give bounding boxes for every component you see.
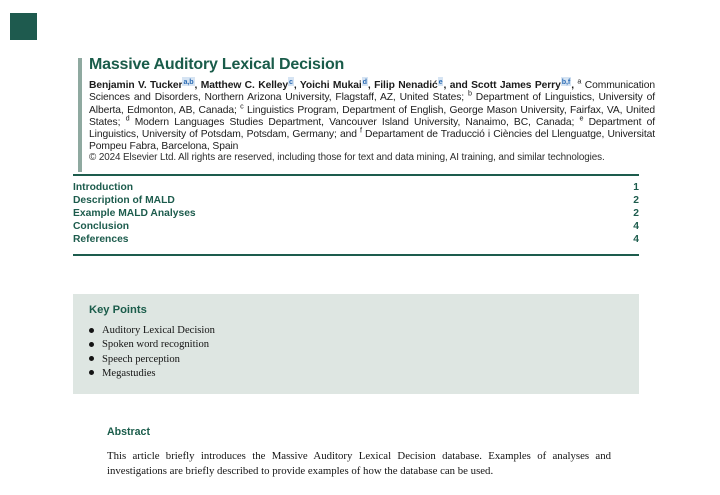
toc-entry[interactable]: [73, 208, 639, 221]
bullet-icon: [89, 328, 94, 333]
affiliation-text: Linguistics Program, Department of English, George Mason University, Fairfax, VA, United States;: [89, 104, 655, 128]
author-affiliation-link[interactable]: d: [362, 76, 367, 86]
author-affiliations: [89, 76, 655, 154]
key-point-text: Auditory Lexical Decision: [102, 325, 215, 336]
author-name: Yoichi Mukai: [299, 80, 362, 91]
toc-entry-page-number: 2: [633, 194, 639, 206]
affiliation-marker: c: [240, 101, 244, 111]
affiliation-text: Department of Linguistics, University of Potsdam, Potsdam, Germany; and: [89, 116, 655, 141]
toc-entry-page-number: 4: [633, 233, 639, 245]
affiliation-marker: b: [467, 88, 472, 98]
abstract-heading: Abstract: [107, 426, 150, 438]
key-point-item: [89, 367, 623, 381]
key-points-heading: Key Points: [89, 304, 147, 316]
publisher-logo-square: [10, 13, 37, 40]
abstract-text: This article briefly introduces the Massive Auditory Lexical Decision database. Examples of analyses and investigations are briefly described to provide examples of how the database can be used.: [107, 450, 611, 477]
key-point-text: Speech perception: [102, 353, 180, 365]
author-name: Scott James Perry: [471, 80, 561, 91]
bullet-icon: [89, 370, 94, 375]
author-name: Matthew C. Kelley: [200, 80, 288, 91]
key-points-box: [73, 294, 639, 394]
toc-entry[interactable]: [73, 221, 639, 234]
toc-entry-label: Description of MALD: [73, 194, 175, 206]
author-separator: ,: [293, 80, 300, 91]
toc-entry-label: Example MALD Analyses: [73, 207, 196, 219]
key-point-item: [89, 353, 623, 367]
toc-entry-label: Conclusion: [73, 220, 130, 232]
affiliation-text: Communication Sciences and Disorders, Northern Arizona University, Flagstaff, AZ, United States;: [89, 80, 655, 104]
author-name: Filip Nenadić: [374, 80, 438, 91]
toc-entry[interactable]: [73, 195, 639, 208]
author-affiliation-link[interactable]: c: [288, 76, 293, 86]
bullet-icon: [89, 356, 94, 361]
article-title: Massive Auditory Lexical Decision: [89, 56, 345, 73]
author-separator: , and: [443, 80, 472, 91]
key-points-list: [89, 324, 623, 381]
author-separator: ,: [367, 80, 375, 91]
key-point-item: [89, 324, 623, 338]
toc-entry-label: Introduction: [73, 182, 134, 193]
toc-entry[interactable]: [73, 234, 639, 247]
toc-entry-page-number: 1: [633, 182, 639, 193]
key-point-item: [89, 338, 623, 352]
toc-entry-label: References: [73, 233, 129, 245]
affiliation-text: Department of Linguistics, University of Alberta, Edmonton, AB, Canada;: [89, 92, 655, 116]
affiliation-text: Modern Languages Studies Department, Vancouver Island University, Nanaimo, BC, Canada;: [129, 116, 580, 128]
toc-entry[interactable]: [73, 182, 639, 195]
author-separator: ,: [194, 80, 201, 91]
title-accent-bar: [78, 58, 82, 172]
affiliation-text: Departament de Traducció i Ciències del Llenguatge, Universitat Pompeu Fabra, Barcelona, Spain: [89, 129, 655, 153]
copyright-notice: © 2024 Elsevier Ltd. All rights are reserved, including those for text and data mining, AI training, and similar technologies.: [89, 152, 605, 163]
author-affiliation-link[interactable]: e: [438, 76, 443, 86]
author-affiliation-link[interactable]: b,f: [561, 76, 571, 86]
affiliation-marker: e: [579, 113, 584, 123]
affiliation-marker: f: [359, 125, 362, 135]
affiliation-marker: a: [577, 76, 582, 86]
key-point-text: Spoken word recognition: [102, 339, 210, 351]
affiliation-marker: d: [125, 113, 130, 123]
key-point-text: Megastudies: [102, 367, 156, 379]
table-of-contents: [73, 174, 639, 256]
author-affiliation-link[interactable]: a,b: [183, 76, 194, 86]
toc-entry-page-number: 2: [633, 207, 639, 219]
author-name: Benjamin V. Tucker: [89, 80, 183, 91]
toc-entry-page-number: 4: [633, 220, 639, 232]
bullet-icon: [89, 342, 94, 347]
author-separator: ,: [571, 80, 578, 91]
